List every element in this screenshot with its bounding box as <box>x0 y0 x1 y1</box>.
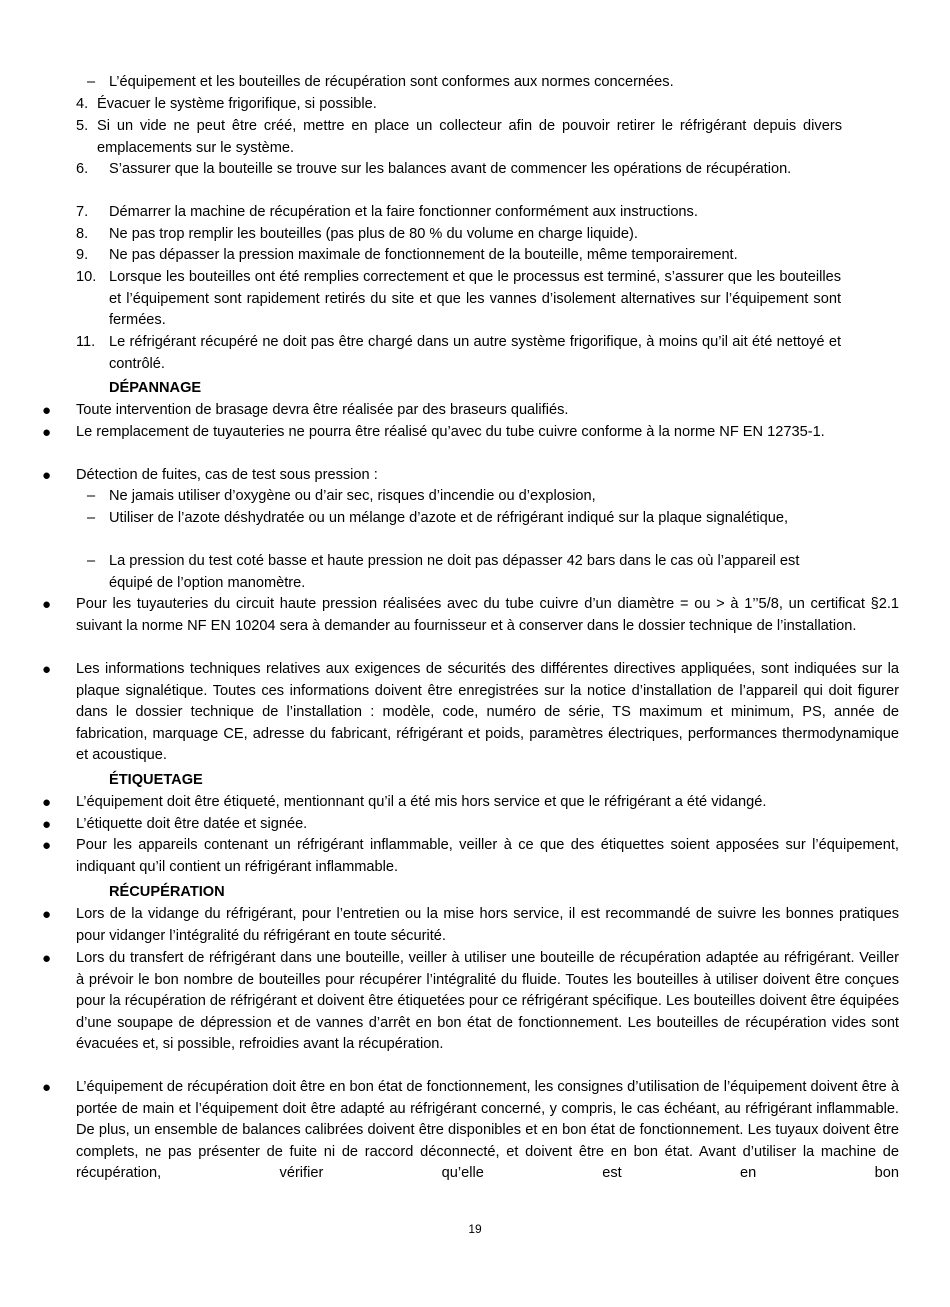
bullet-item: Détection de fuites, cas de test sous pression : <box>76 467 378 483</box>
list-item: Ne pas dépasser la pression maximale de fonctionnement de la bouteille, même temporairement. <box>109 247 738 263</box>
bullet-marker: ● <box>42 816 52 833</box>
bullet-marker: ● <box>42 424 52 441</box>
list-number: 4. <box>76 96 89 112</box>
list-number: 10. <box>76 269 97 285</box>
sub-list-item: Ne jamais utiliser d’oxygène ou d’air sec, risques d’incendie ou d’explosion, <box>109 488 596 504</box>
dash-marker: – <box>87 510 96 526</box>
bullet-item: Pour les tuyauteries du circuit haute pression réalisées avec du tube cuivre d’un diamètre = ou > à 1’’5/8, un certificat §2.1 suivant la norme NF EN 10204 sera à demander au fournisseur et à conserver dans le dossier technique de l’installation. <box>76 596 899 634</box>
sub-list-item: La pression du test coté basse et haute pression ne doit pas dépasser 42 bars dans le cas où l’appareil est équipé de l’option manomètre. <box>109 553 800 591</box>
bullet-item: Lors de la vidange du réfrigérant, pour l’entretien ou la mise hors service, il est recommandé de suivre les bonnes pratiques pour vidanger l’intégralité du réfrigérant en toute sécurité. <box>76 906 899 944</box>
bullet-marker: ● <box>42 402 52 419</box>
bullet-marker: ● <box>42 596 52 613</box>
sub-list-item: Utiliser de l’azote déshydratée ou un mélange d’azote et de réfrigérant indiqué sur la plaque signalétique, <box>109 510 789 526</box>
bullet-item: L’équipement de récupération doit être en bon état de fonctionnement, les consignes d’utilisation de l’équipement doivent être à portée de main et l’équipement doit être adapté au réfrigérant concerné, y compris, le cas échéant, au réfrigérant inflammable. De plus, un ensemble de balances calibrées doivent être disponibles et en bon état de fonctionnement. Les tuyaux doivent être complets, ne pas présenter de fuite ni de raccord déconnecté, et doivent être en bon état. Avant d’utiliser la machine de récupération, vérifier qu’elle est en bon <box>76 1079 899 1182</box>
bullet-marker: ● <box>42 906 52 923</box>
bullet-item: Le remplacement de tuyauteries ne pourra être réalisé qu’avec du tube cuivre conforme à la norme NF EN 12735-1. <box>76 424 825 440</box>
bullet-item: Pour les appareils contenant un réfrigérant inflammable, veiller à ce que des étiquettes soient apposées sur l’équipement, indiquant qu’il contient un réfrigérant inflammable. <box>76 837 899 875</box>
section-heading: RÉCUPÉRATION <box>109 884 225 900</box>
list-item: Si un vide ne peut être créé, mettre en place un collecteur afin de pouvoir retirer le réfrigérant depuis divers emplacements sur le système. <box>97 118 842 156</box>
list-item: Lorsque les bouteilles ont été remplies correctement et que le processus est terminé, s’assurer que les bouteilles et l’équipement sont rapidement retirés du site et que les vannes d’isolement alternatives sur l’équipement sont fermées. <box>109 269 841 329</box>
page-number: 19 <box>468 1222 482 1236</box>
bullet-item: Les informations techniques relatives aux exigences de sécurités des différentes directives appliquées, sont indiquées sur la plaque signalétique. Toutes ces informations doivent être enregistrées sur la notice d’installation de l’appareil qui doit figurer dans le dossier technique de l’installation : modèle, code, numéro de série, TS maximum et minimum, PS, année de fabrication, marquage CE, adresse du fabricant, réfrigérant et poids, paramètres électriques, performances thermodynamique et acoustique. <box>76 661 899 764</box>
dash-marker: – <box>87 74 96 90</box>
dash-marker: – <box>87 553 96 569</box>
list-number: 6. <box>76 161 89 177</box>
bullet-marker: ● <box>42 467 52 484</box>
bullet-item: Toute intervention de brasage devra être réalisée par des braseurs qualifiés. <box>76 402 569 418</box>
list-number: 7. <box>76 204 89 220</box>
dash-marker: – <box>87 488 96 504</box>
list-item: L’équipement et les bouteilles de récupération sont conformes aux normes concernées. <box>109 74 674 90</box>
list-number: 8. <box>76 226 89 242</box>
bullet-marker: ● <box>42 1079 52 1096</box>
bullet-item: Lors du transfert de réfrigérant dans une bouteille, veiller à utiliser une bouteille de récupération adaptée au réfrigérant. Veiller à prévoir le bon nombre de bouteilles pour récupérer l’intégralité du fluide. Toutes les bouteilles à utiliser doivent être conçues pour la récupération de réfrigérant et doivent être étiquetées pour ce réfrigérant spécifique. Les bouteilles doivent être équipées d’une soupape de dépression et de vannes d’arrêt en bon état de fonctionnement. Les bouteilles de récupération vides sont évacuées et, si possible, refroidies avant la récupération. <box>76 950 899 1053</box>
list-number: 5. <box>76 118 89 134</box>
bullet-item: L’équipement doit être étiqueté, mentionnant qu’il a été mis hors service et que le réfrigérant a été vidangé. <box>76 794 767 810</box>
bullet-item: L’étiquette doit être datée et signée. <box>76 816 308 832</box>
bullet-marker: ● <box>42 837 52 854</box>
bullet-marker: ● <box>42 661 52 678</box>
list-item: Démarrer la machine de récupération et la faire fonctionner conformément aux instructions. <box>109 204 698 220</box>
bullet-marker: ● <box>42 794 52 811</box>
list-item: S’assurer que la bouteille se trouve sur les balances avant de commencer les opérations de récupération. <box>109 161 792 177</box>
list-item: Évacuer le système frigorifique, si possible. <box>97 96 377 112</box>
bullet-marker: ● <box>42 950 52 967</box>
list-item: Ne pas trop remplir les bouteilles (pas plus de 80 % du volume en charge liquide). <box>109 226 638 242</box>
section-heading: DÉPANNAGE <box>109 380 202 396</box>
section-heading: ÉTIQUETAGE <box>109 772 203 788</box>
list-item: Le réfrigérant récupéré ne doit pas être chargé dans un autre système frigorifique, à moins qu’il ait été nettoyé et contrôlé. <box>109 334 841 372</box>
list-number: 9. <box>76 247 89 263</box>
list-number: 11. <box>76 334 96 350</box>
